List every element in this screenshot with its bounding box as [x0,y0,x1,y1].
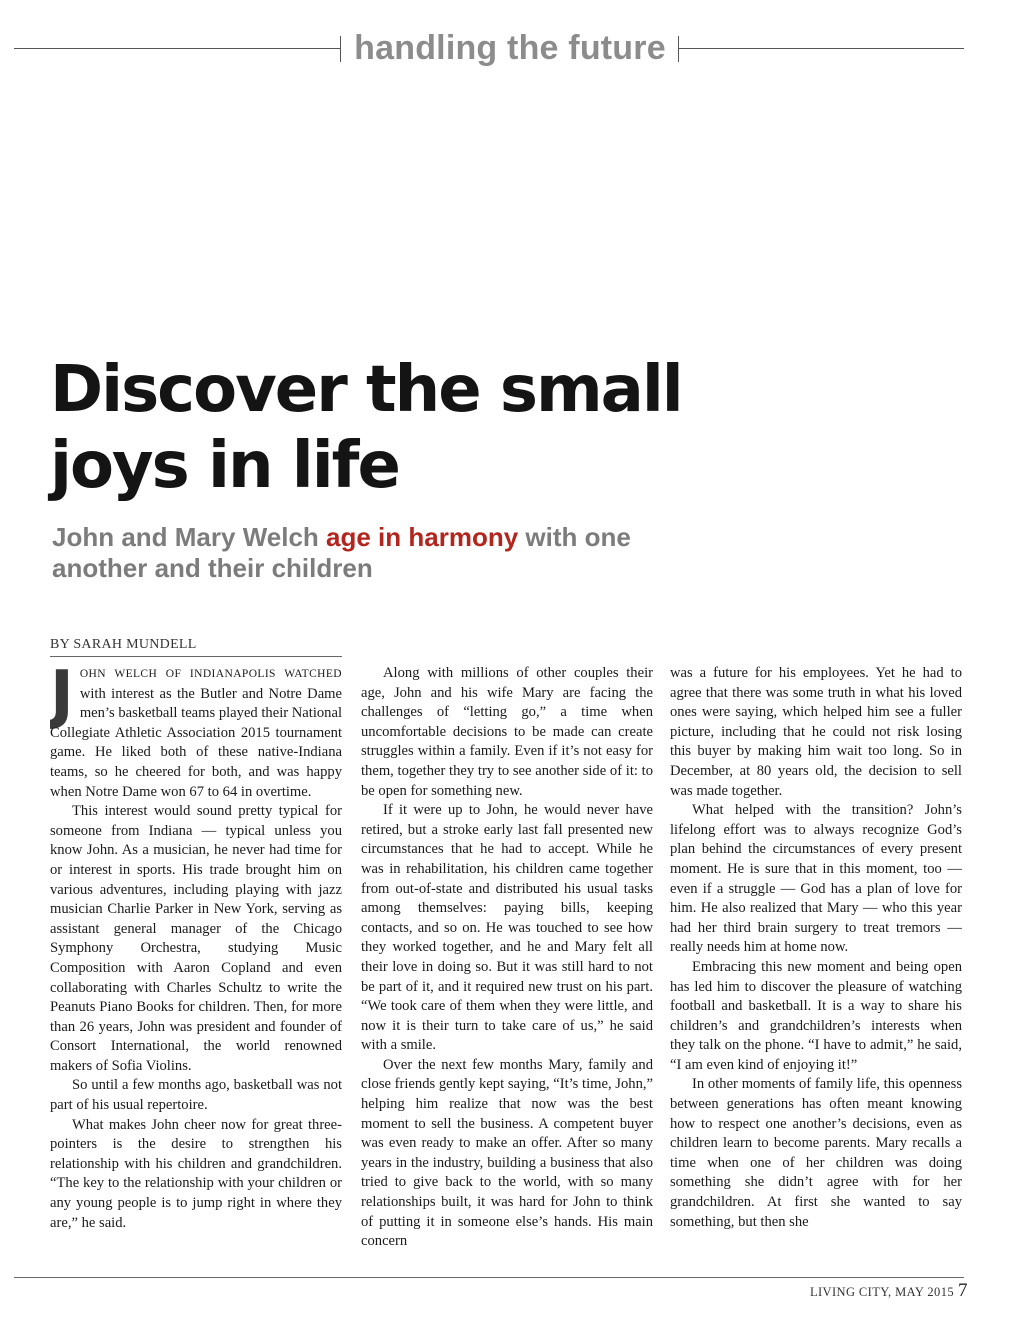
article-headline: Discover the small joys in life [50,353,682,503]
drop-cap: J [50,664,74,732]
deck-text-end: with one another and their children [52,522,631,583]
header-rule-right [678,48,964,49]
article-column-1 [50,664,342,1274]
paragraph-5: Along with millions of other couples their age, John and his wife Mary are facing the challenges of “letting go,” a time when uncomfortable decisions to be made can create struggles within a family. Even if it’s not easy for them, together they try to see another side of it: to be open for something new. [361,665,653,799]
paragraph-1-text: with interest as the Butler and Notre Dame men’s basketball teams played their National Collegiate Athletic Association 2015 tournament game. He liked both of these native-Indiana teams, so he cheered for both, and was happy when Notre Dame won 67 to 64 in overtime. [50,685,342,800]
paragraph-11: In other moments of family life, this openness between generations has often meant knowing how to respect one another’s decisions, even as children learn to become parents. Mary recalls a time when one of her children was doing something she didn’t agree with for her grandchildren. At first she wanted to say something, but then she [670,1076,962,1230]
section-title: handling the future [354,29,666,67]
paragraph-1 [50,664,342,802]
header-rule-left [14,48,340,49]
paragraph-6: If it were up to John, he would never have retired, but a stroke early last fall presented new circumstances that he had to accept. While he was in rehabilitation, his children came together from out-of-state and distributed his usual tasks among themselves: paying bills, keeping contacts, and so on. He was touched to see how they worked together, and he and Mary felt all their love in doing so. But it was still hard to not be part of it, and it required new trust on his part. “We took care of them when they were little, and now it is their turn to take care of us,” he said with a smile. [361,802,653,1054]
header-tick-left [340,36,341,62]
paragraph-2: This interest would sound pretty typical for someone from Indiana — typical unless you know John. As a musician, he never had time for or interest in sports. His trade brought him on various adventures, including playing with jazz musician Charlie Parker in New York, serving as assistant general manager of the Chicago Symphony Orchestra, studying Music Composition with Aaron Copland and even collaborating with Charles Schultz to write the Peanuts Piano Books for children. Then, for more than 26 years, John was president and founder of Consort International, the world renowned makers of Sofia Violins. [50,803,342,1074]
byline: BY SARAH MUNDELL [50,636,342,657]
article-column-2 [361,664,653,1274]
paragraph-4: What makes John cheer now for great three-pointers is the desire to strengthen his relationship with his children and grandchildren. “The key to the relationship with your children or any young people is to jump right in where they are,” he said. [50,1116,342,1231]
paragraph-7: Over the next few months Mary, family and close friends gently kept saying, “It’s time, John,” helping him realize that now was the best moment to sell the business. A competent buyer was even ready to make an offer. After so many years in the industry, building a business that also tried to give back to the world, with so many relationships built, it was hard for John to think of putting it in someone else’s hands. His main concern [361,1056,653,1250]
paragraph-9: What helped with the transition? John’s lifelong effort was to always recognize God’s plan behind the circumstances of every present moment. He is sure that in this moment, too — even if a struggle — God has a plan of love for him. He also realized that Mary — who this year had her third brain surgery to treat tremors — really needs him at home now. [670,802,962,956]
article-deck [52,522,652,584]
paragraph-10: Embracing this new moment and being open has led him to discover the pleasure of watching football and basketball. It is a way to share his children’s and grandchildren’s interests when they talk on the phone. “I have to admit,” he said, “I am even kind of enjoying it!” [670,958,962,1073]
section-header [0,26,1024,72]
deck-highlight: age in harmony [326,522,519,552]
lead-in: OHN WELCH OF INDIANAPOLIS WATCHED [79,668,342,680]
folio: LIVING CITY, MAY 2015 [809,1285,954,1299]
article-column-3 [670,664,962,1274]
paragraph-8: was a future for his employees. Yet he had to agree that there was some truth in what his loved ones were saying, which helped him see a fuller picture, including that he could not risk losing this buyer by making him wait too long. So in December, at 80 years old, the decision to sell was made together. [670,665,962,799]
header-tick-right [678,36,679,62]
page-number: 7 [958,1280,968,1301]
paragraph-3: So until a few months ago, basketball was not part of his usual repertoire. [50,1077,342,1114]
footer-rule [14,1277,964,1278]
deck-text-start: John and Mary Welch [52,522,327,552]
